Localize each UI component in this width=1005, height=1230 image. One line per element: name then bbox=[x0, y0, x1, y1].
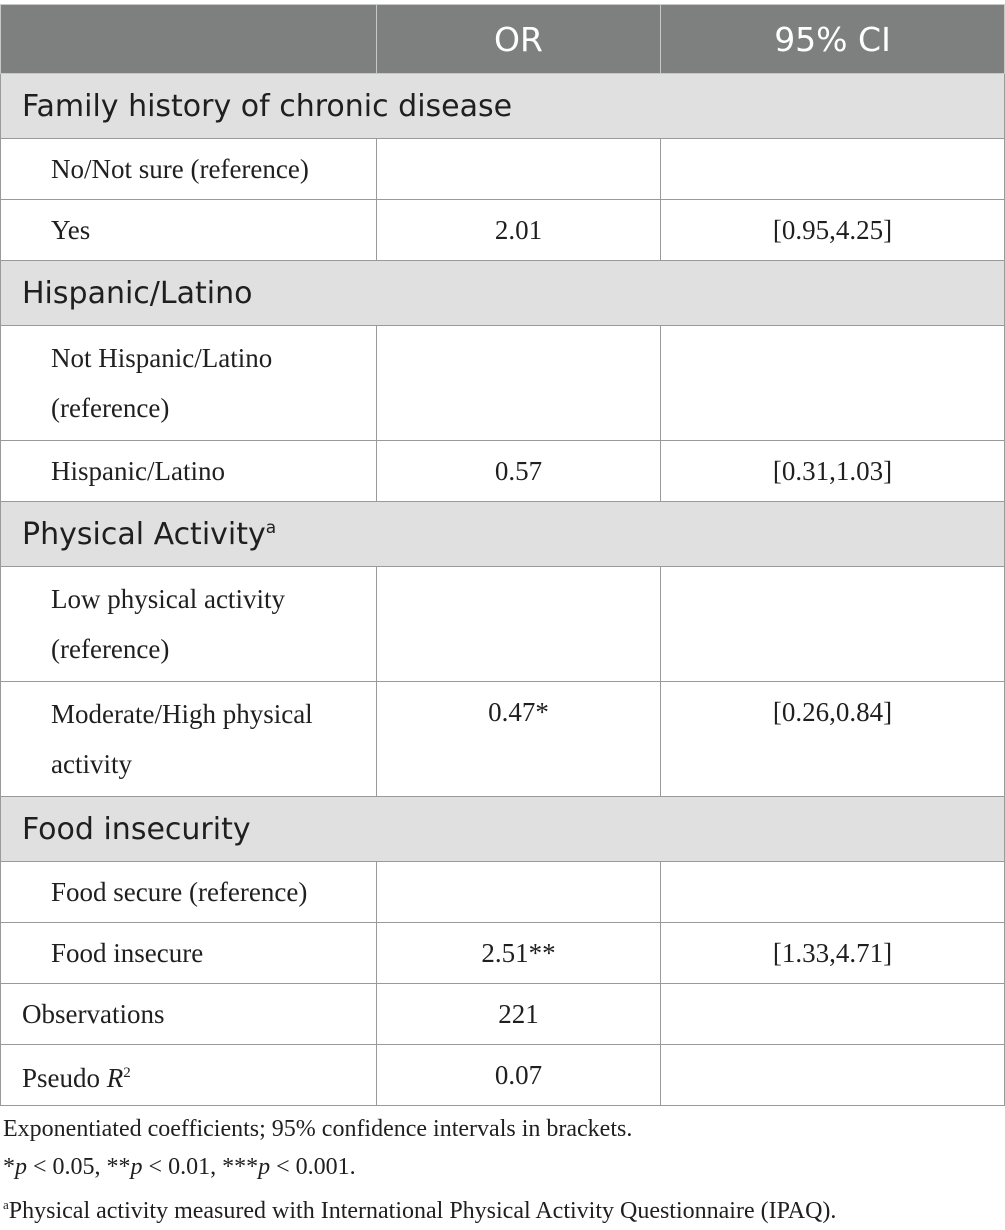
row-or bbox=[377, 567, 661, 682]
table-row bbox=[1, 441, 1005, 502]
row-ci bbox=[661, 139, 1005, 200]
pseudo-r2-value: 0.07 bbox=[377, 1045, 661, 1106]
section-title: Hispanic/Latino bbox=[1, 261, 1005, 326]
row-label: Yes bbox=[1, 200, 377, 261]
observations-value: 221 bbox=[377, 984, 661, 1045]
row-label: Moderate/High physical activity bbox=[1, 682, 377, 797]
section-title: Physical Activity bbox=[22, 516, 266, 552]
row-or bbox=[377, 326, 661, 441]
section-title: Family history of chronic disease bbox=[1, 74, 1005, 139]
footnote-marker: a bbox=[265, 517, 277, 538]
pseudo-r2-ci bbox=[661, 1045, 1005, 1106]
pseudo-r2-var: R bbox=[106, 1062, 124, 1093]
row-label: Food insecure bbox=[1, 923, 377, 984]
header-or: OR bbox=[377, 5, 661, 74]
pseudo-r2-sup: 2 bbox=[123, 1064, 131, 1081]
table-notes bbox=[3, 1110, 1003, 1224]
pseudo-r2-label bbox=[1, 1045, 377, 1106]
note-coefficients: Exponentiated coefficients; 95% confidence intervals in brackets. bbox=[3, 1116, 633, 1142]
section-food-insecurity bbox=[1, 797, 1005, 862]
observations-ci bbox=[661, 984, 1005, 1045]
row-label: Not Hispanic/Latino (reference) bbox=[1, 326, 377, 441]
row-ci bbox=[661, 326, 1005, 441]
footnote-marker: a bbox=[3, 1197, 9, 1212]
row-or bbox=[377, 862, 661, 923]
table-row bbox=[1, 200, 1005, 261]
table-header-row bbox=[1, 5, 1005, 74]
row-ci: [0.31,1.03] bbox=[661, 441, 1005, 502]
table-row bbox=[1, 862, 1005, 923]
header-variable bbox=[1, 5, 377, 74]
pseudo-r2-row bbox=[1, 1045, 1005, 1106]
row-label: Hispanic/Latino bbox=[1, 441, 377, 502]
table-row bbox=[1, 139, 1005, 200]
row-ci bbox=[661, 862, 1005, 923]
row-ci bbox=[661, 567, 1005, 682]
row-or bbox=[377, 139, 661, 200]
section-hispanic-latino bbox=[1, 261, 1005, 326]
row-label: Food secure (reference) bbox=[1, 862, 377, 923]
row-or: 0.47* bbox=[377, 682, 661, 797]
section-title-cell bbox=[1, 502, 1005, 567]
row-ci: [1.33,4.71] bbox=[661, 923, 1005, 984]
row-label: Low physical activity (reference) bbox=[1, 567, 377, 682]
section-title: Food insecurity bbox=[1, 797, 1005, 862]
row-or: 0.57 bbox=[377, 441, 661, 502]
row-ci: [0.95,4.25] bbox=[661, 200, 1005, 261]
row-or: 2.01 bbox=[377, 200, 661, 261]
regression-table bbox=[0, 4, 1005, 1106]
row-or: 2.51** bbox=[377, 923, 661, 984]
table-row bbox=[1, 326, 1005, 441]
table-row bbox=[1, 682, 1005, 797]
table-row bbox=[1, 567, 1005, 682]
observations-row bbox=[1, 984, 1005, 1045]
row-label: No/Not sure (reference) bbox=[1, 139, 377, 200]
footnote-text: Physical activity measured with International Physical Activity Questionnaire (IPAQ). bbox=[8, 1198, 837, 1224]
header-ci: 95% CI bbox=[661, 5, 1005, 74]
section-physical-activity bbox=[1, 502, 1005, 567]
table-row bbox=[1, 923, 1005, 984]
note-significance: *p < 0.05, **p < 0.01, ***p < 0.001. bbox=[3, 1154, 356, 1180]
pseudo-r2-prefix: Pseudo bbox=[22, 1062, 107, 1093]
row-ci: [0.26,0.84] bbox=[661, 682, 1005, 797]
section-family-history bbox=[1, 74, 1005, 139]
note-footnote-a bbox=[3, 1186, 1003, 1224]
observations-label: Observations bbox=[1, 984, 377, 1045]
